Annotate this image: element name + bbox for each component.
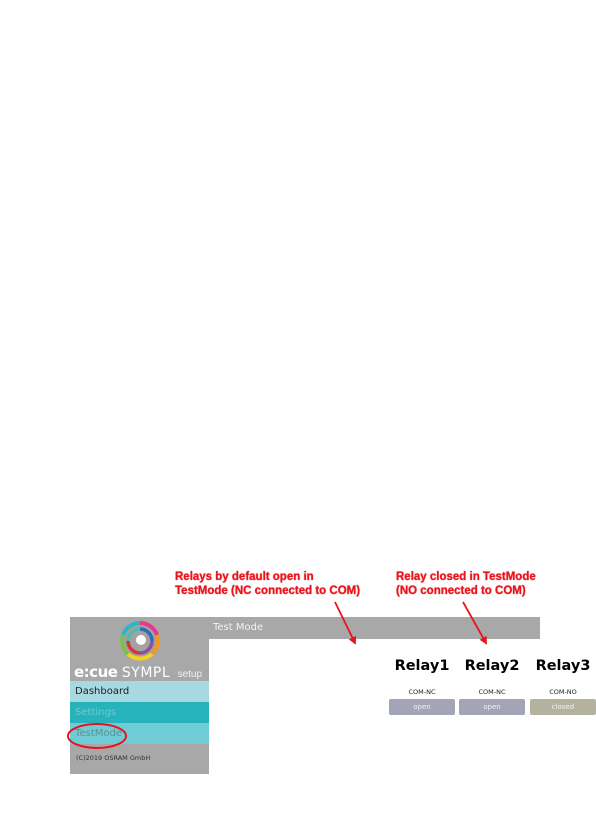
relay-mode: COM-NC [408, 688, 436, 696]
relay-name: Relay3 [535, 658, 591, 674]
main-panel [209, 617, 591, 774]
sidebar [70, 617, 209, 774]
sidebar-item-dashboard[interactable]: Dashboard [70, 681, 209, 702]
brand-logo [74, 663, 202, 682]
brand-sympl: SYMPL [121, 665, 171, 681]
relay-state-button[interactable]: open [389, 699, 455, 715]
relay-state-button[interactable]: closed [530, 699, 596, 715]
annotation-line: (NO connected to COM) [396, 585, 526, 597]
annotation-line: Relay closed in TestMode [396, 571, 536, 583]
copyright-text: (C)2019 OSRAM GmbH [76, 754, 151, 762]
sidebar-item-testmode[interactable]: TestMode [70, 723, 209, 744]
relay-mode: COM-NO [549, 688, 577, 696]
relay-card-3 [528, 655, 596, 715]
annotation-default-open [175, 570, 360, 598]
annotation-line: TestMode (NC connected to COM) [175, 585, 361, 597]
brand-setup: setup [177, 669, 203, 680]
relay-mode: COM-NC [478, 688, 506, 696]
annotation-line: Relays by default open in [175, 571, 314, 583]
page-title: Test Mode [209, 617, 540, 639]
relay-state-button[interactable]: open [459, 699, 525, 715]
annotation-closed-testmode [396, 570, 536, 598]
sidebar-item-settings[interactable]: Settings [70, 702, 209, 723]
brand-ecue: e:cue [74, 663, 118, 681]
app-window [70, 617, 591, 774]
relay-card-2 [457, 655, 527, 715]
relay-name: Relay2 [464, 658, 520, 674]
relay-card-1 [387, 655, 457, 715]
relay-name: Relay1 [394, 658, 450, 674]
ecue-logo-icon [120, 621, 160, 661]
